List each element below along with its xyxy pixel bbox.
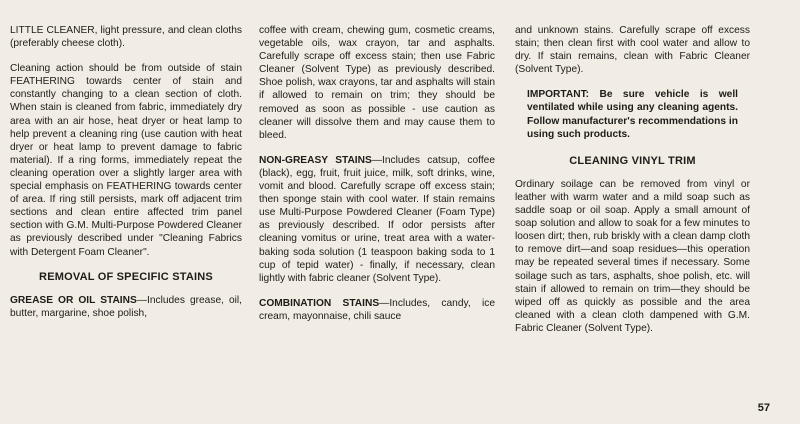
- paragraph-unknown-stains: and unknown stains. Carefully scrape off excess stain; then clean first with cool water and allow to dry. If stain remains, clean with Fabric Cleaner (Solvent Type).: [515, 25, 750, 76]
- column-middle: [259, 24, 495, 335]
- lead-grease-oil-stains: GREASE OR OIL STAINS: [10, 294, 137, 306]
- column-left: [10, 24, 242, 332]
- heading-cleaning-vinyl-trim: CLEANING VINYL TRIM: [569, 154, 696, 167]
- column-right: [515, 24, 750, 347]
- paragraph-cleaning-action: Cleaning action should be from outside of stain FEATHERING towards center of stain and constantly changing to a clean section of cloth. When stain is cleaned from fabric, immediately dry area with an air hose, heat dryer or heat lamp to help prevent a cleaning ring (use caution with heat dryer or heat lamp to prevent damage to fabric material). If a ring forms, immediately repeat the cleaning operation over a slightly larger area with special emphasis on FEATHERING towards center of area. If ring still persists, mark off adjacent trim sections and clean entire affected trim panel section with G.M. Multi-Purpose Powdered Cleaner as previously described under "Cleaning Fabrics with Detergent Foam Cleaner".: [10, 63, 242, 258]
- paragraph-coffee-cream: coffee with cream, chewing gum, cosmetic creams, vegetable oils, wax crayon, tar and asphalts. Carefully scrape off excess stain; then use Fabric Cleaner (Solvent Type) as previously described. Shoe polish, wax crayons, tar and asphalts will stain if allowed to remain on trim; they should be removed as soon as possible - use caution as cleaner will dissolve them and may cause them to bleed.: [259, 25, 495, 141]
- body-non-greasy-stains: —Includes catsup, coffee (black), egg, fruit, fruit juice, milk, soft drinks, wine, vomit and blood. Carefully scrape off excess stain; then sponge stain with cool water. If stain remains use Multi-Purpose Powdered Cleaner (Foam Type) as previously described. If odor persists after cleaning vomitus or urine, treat area with a water-baking soda solution (1 teaspoon baking soda to 1 cup of tepid water) - finally, if necessary, clean lightly with fabric cleaner (Solvent Type).: [259, 154, 495, 284]
- paragraph-combination-stains: [259, 297, 495, 323]
- page-number: 57: [757, 402, 770, 414]
- paragraph-little-cleaner: LITTLE CLEANER, light pressure, and clean cloths (preferably cheese cloth).: [10, 25, 242, 50]
- heading-removal-of-specific-stains: REMOVAL OF SPECIFIC STAINS: [39, 270, 213, 283]
- paragraph-grease-oil-stains: [10, 294, 242, 320]
- paragraph-non-greasy-stains: [259, 154, 495, 285]
- lead-non-greasy-stains: NON-GREASY STAINS: [259, 154, 372, 166]
- lead-combination-stains: COMBINATION STAINS: [259, 297, 380, 309]
- important-notice: IMPORTANT: Be sure vehicle is well ventilated while using any cleaning agents. Follow manufacturer's recommendations in using such products.: [527, 89, 738, 140]
- body-combination-stains: —Includes, candy, ice cream, mayonnaise, chili sauce: [259, 297, 495, 322]
- paragraph-vinyl-trim: Ordinary soilage can be removed from vinyl or leather with warm water and a mild soap such as saddle soap or oil soap. Apply a small amount of soap solution and allow to soak for a few minutes to loosen dirt; then, rub briskly with a clean damp cloth to remove dirt—and soap residues—this operation may be repeated several times if necessary. Some soilage such as tars, asphalts, shoe polish, etc. will stain if allowed to remain on trim—they should be wiped off as quickly as possible and the area cleaned with a clean cloth dampened with G.M. Fabric Cleaner (Solvent Type).: [515, 178, 750, 334]
- body-grease-oil-stains: —Includes grease, oil, butter, margarine, shoe polish,: [10, 294, 242, 319]
